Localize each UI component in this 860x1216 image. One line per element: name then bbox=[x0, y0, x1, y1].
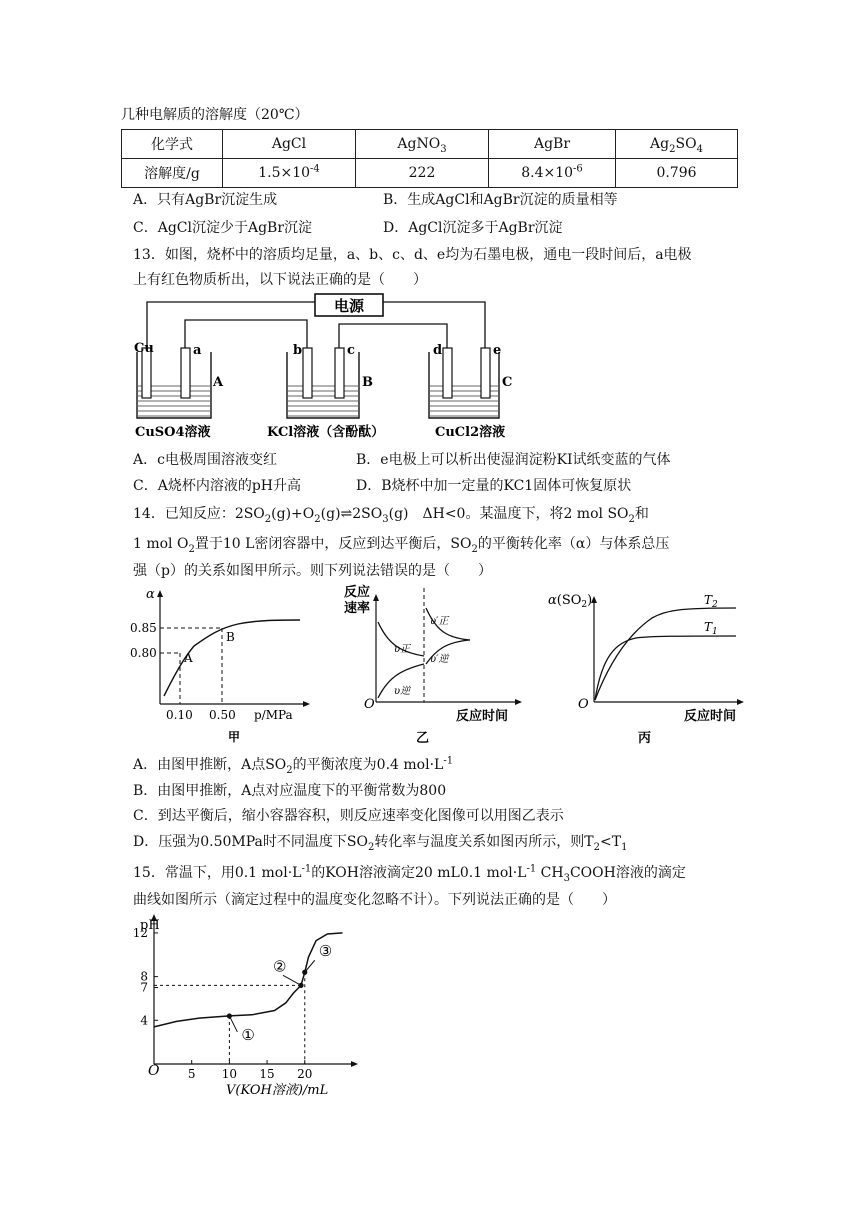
wire-c-d bbox=[339, 324, 447, 348]
graph-yi bbox=[336, 582, 526, 746]
table-row bbox=[122, 159, 738, 188]
header-agbr: AgBr bbox=[489, 130, 616, 159]
bing-label-t1: $T_1$ bbox=[704, 620, 718, 637]
header-ag2so4: $Ag_2SO_4$ bbox=[616, 130, 738, 159]
q13-option-b: B．e电极上可以析出使湿润淀粉KI试纸变蓝的气体 bbox=[356, 452, 671, 468]
table-header-row bbox=[122, 130, 738, 159]
electrolysis-figure bbox=[125, 290, 565, 445]
label-b: b bbox=[293, 343, 303, 358]
yi-origin: O bbox=[364, 697, 375, 712]
cell-ag2so4: 0.796 bbox=[616, 159, 738, 188]
x-tick-label: 20 bbox=[297, 1067, 313, 1081]
yi-ylabel-2: 速率 bbox=[344, 601, 371, 616]
q13-stem-line2: 上有红色物质析出，以下说法正确的是（ ） bbox=[133, 272, 427, 288]
q12-option-d: D．AgCl沉淀多于AgBr沉淀 bbox=[383, 220, 563, 236]
electrode-c bbox=[335, 348, 344, 398]
q14-option-b: B．由图甲推断，A点对应温度下的平衡常数为800 bbox=[133, 783, 447, 799]
power-label: 电源 bbox=[333, 297, 365, 315]
q14-stem-line3: 强（p）的关系如图甲所示。则下列说法错误的是（ ） bbox=[133, 563, 492, 579]
y-tick-label: 8 bbox=[140, 969, 148, 984]
label-c: c bbox=[347, 343, 355, 358]
jia-ylabel: α bbox=[146, 587, 155, 602]
wire-left bbox=[147, 302, 315, 348]
yi-label-vfwd2: υ′正 bbox=[430, 616, 449, 627]
x-axis-arrow bbox=[351, 1061, 358, 1067]
jia-ytick-085: 0.85 bbox=[130, 621, 157, 635]
jia-point-b: B bbox=[226, 630, 235, 644]
yi-ylabel-1: 反应 bbox=[344, 585, 371, 600]
bing-caption: 丙 bbox=[638, 731, 652, 746]
row-label: 溶解度/g bbox=[122, 159, 223, 188]
jia-ytick-080: 0.80 bbox=[130, 646, 157, 660]
q14-option-a: A．由图甲推断，A点$SO_2$的平衡浓度为0.4 $mol\cdot L^{-1}$ bbox=[133, 755, 454, 776]
header-agno3: AgNO$_3$ bbox=[356, 130, 489, 159]
label-solution-b: KCl溶液（含酚酞） bbox=[267, 425, 385, 440]
q13-stem-line1: 13．如图，烧杯中的溶质均足量，a、b、c、d、e均为石墨电极，通电一段时间后，a电极 bbox=[133, 247, 692, 263]
solubility-table bbox=[121, 129, 738, 188]
q14-option-c: C．到达平衡后，缩小容器容积，则反应速率变化图像可以用图乙表示 bbox=[133, 808, 564, 824]
label-e: e bbox=[493, 343, 502, 358]
x-tick-label: 15 bbox=[259, 1067, 275, 1081]
yi-label-vrev: υ逆 bbox=[394, 686, 411, 697]
titration-points bbox=[227, 942, 332, 1044]
y-tick-label: 4 bbox=[140, 1013, 148, 1028]
data-point bbox=[298, 983, 303, 988]
liquid-b bbox=[288, 386, 358, 416]
cell-agbr: $8.4\times 10^{-6}$ bbox=[489, 159, 616, 188]
bing-curve-t2 bbox=[595, 608, 736, 700]
beaker-b bbox=[287, 352, 359, 418]
yi-label-vrev2: υ′逆 bbox=[430, 654, 449, 665]
point-leader bbox=[283, 975, 301, 985]
q14-stem-line1: 14．已知反应：$2SO_2(g)+O_2(g)\rightleftharpoons 2SO_3(g)$ ΔH<0。某温度下，将2 mol $SO_2$和 bbox=[133, 506, 649, 525]
jia-point-a: A bbox=[184, 651, 193, 665]
graph-bing bbox=[540, 586, 746, 746]
wire-a-b bbox=[185, 320, 307, 348]
electrode-d bbox=[443, 348, 452, 398]
q12-option-c: C．AgCl沉淀少于AgBr沉淀 bbox=[133, 220, 313, 236]
q13-option-c: C．A烧杯内溶液的pH升高 bbox=[133, 478, 301, 494]
electrode-b bbox=[303, 348, 312, 398]
label-beaker-b: B bbox=[362, 375, 373, 390]
point-leader bbox=[229, 1016, 237, 1032]
titration-xlabel: V(KOH溶液)/mL bbox=[226, 1083, 329, 1098]
q15-stem-line1: 15．常温下，用0.1 $mol\cdot L^{-1}$的KOH溶液滴定20 mL0.1 $mol\cdot L^{-1}$ $CH_3COOH$溶液的滴定 bbox=[133, 863, 686, 884]
electrode-a bbox=[181, 348, 190, 398]
header-agcl: AgCl bbox=[223, 130, 356, 159]
label-a: a bbox=[193, 343, 202, 358]
wire-right bbox=[383, 302, 485, 348]
q12-option-a: A．只有AgBr沉淀生成 bbox=[133, 192, 278, 208]
q13-option-a: A．c电极周围溶液变红 bbox=[133, 452, 277, 468]
header-formula: 化学式 bbox=[122, 130, 223, 159]
point-label: ① bbox=[241, 1025, 255, 1044]
yi-caption: 乙 bbox=[416, 731, 430, 746]
jia-xtick-010: 0.10 bbox=[166, 708, 193, 722]
label-d: d bbox=[433, 343, 443, 358]
electrode-e bbox=[481, 348, 490, 398]
label-solution-c: CuCl2溶液 bbox=[435, 425, 506, 440]
cell-agno3: 222 bbox=[356, 159, 489, 188]
bing-xlabel: 反应时间 bbox=[684, 709, 737, 724]
jia-xlabel: p/MPa bbox=[254, 708, 293, 722]
titration-ylabel: pH bbox=[140, 918, 160, 933]
yi-xlabel: 反应时间 bbox=[456, 709, 509, 724]
titration-chart bbox=[124, 912, 364, 1098]
point-label: ③ bbox=[318, 942, 333, 961]
y-tick-label: 12 bbox=[132, 925, 148, 940]
titration-origin: O bbox=[148, 1063, 160, 1079]
label-beaker-c: C bbox=[502, 375, 513, 390]
graph-jia bbox=[128, 586, 318, 746]
point-label: ② bbox=[273, 957, 287, 976]
titration-curve bbox=[154, 933, 343, 1027]
x-tick-label: 10 bbox=[221, 1067, 238, 1081]
jia-xtick-050: 0.50 bbox=[209, 708, 236, 722]
y-tick-label: 7 bbox=[140, 980, 148, 995]
bing-ylabel: $\alpha(SO_2)$ bbox=[548, 593, 593, 610]
bing-label-t2: $T_2$ bbox=[704, 593, 718, 610]
q14-option-d: D．压强为0.50MPa时不同温度下$SO_2$转化率与温度关系如图丙所示，则$T_2<T_1$ bbox=[133, 834, 628, 853]
q12-option-b: B．生成AgCl和AgBr沉淀的质量相等 bbox=[383, 192, 618, 208]
jia-caption: 甲 bbox=[228, 730, 241, 744]
cell-agcl: $1.5\times 10^{-4}$ bbox=[223, 159, 356, 188]
bing-curve-t1 bbox=[595, 636, 736, 700]
table-caption: 几种电解质的溶解度（20℃） bbox=[121, 107, 309, 123]
label-beaker-a: A bbox=[213, 375, 224, 390]
q13-option-d: D．B烧杯中加一定量的KC1固体可恢复原状 bbox=[356, 478, 632, 494]
titration-axes bbox=[151, 914, 358, 1067]
bing-origin: O bbox=[578, 697, 589, 712]
x-tick-label: 5 bbox=[187, 1067, 196, 1081]
q15-stem-line2: 曲线如图所示（滴定过程中的温度变化忽略不计）。下列说法正确的是（ ） bbox=[133, 892, 616, 908]
label-solution-a: CuSO4溶液 bbox=[135, 425, 211, 440]
label-cu: Cu bbox=[134, 341, 154, 356]
q14-stem-line2: 1 mol $O_2$置于10 L密闭容器中，反应到达平衡后，$SO_2$的平衡转化率（α）与体系总压 bbox=[133, 536, 670, 555]
yi-label-vfwd: υ正 bbox=[394, 644, 411, 655]
